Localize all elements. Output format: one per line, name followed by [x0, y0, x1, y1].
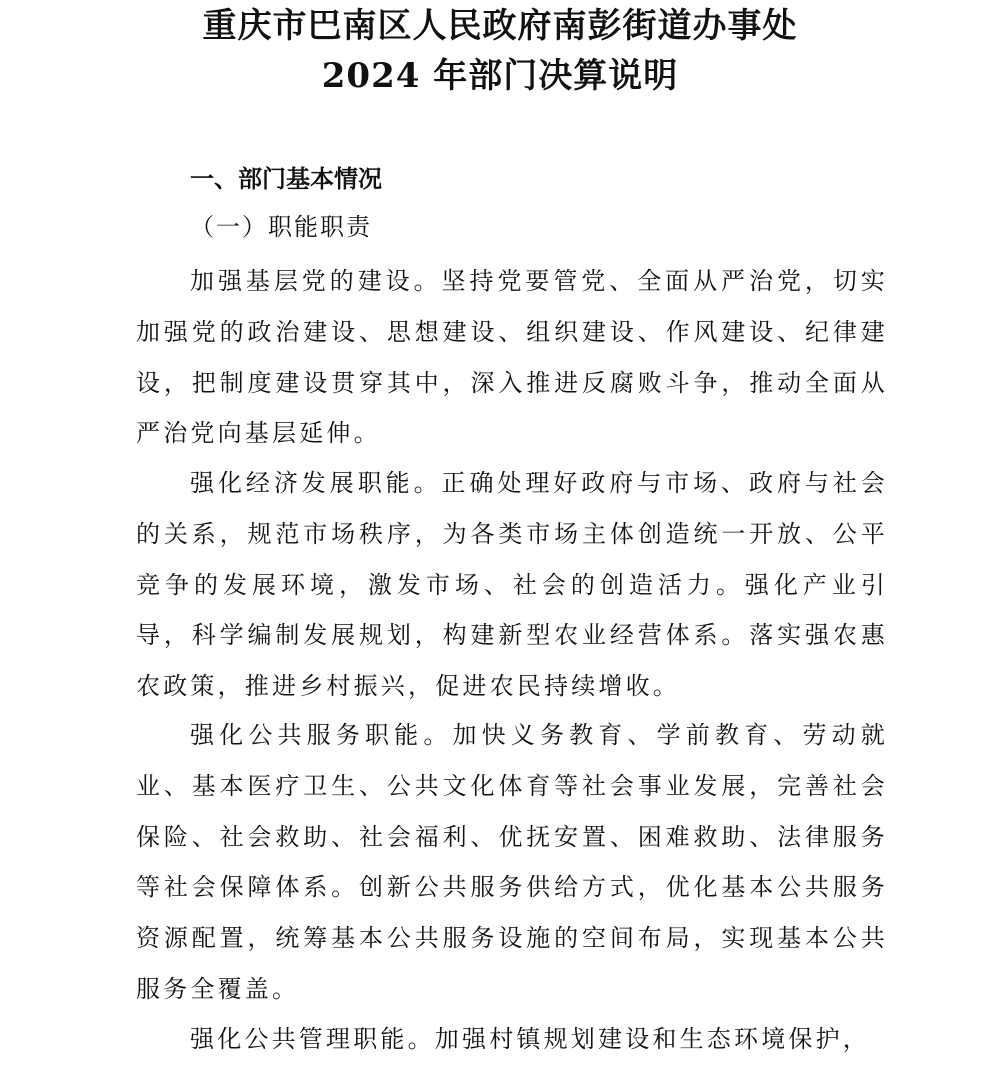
document-title-line1: 重庆市巴南区人民政府南彭街道办事处 — [202, 6, 798, 46]
subsection-heading-functions: （一）职能职责 — [190, 213, 372, 241]
paragraph-public-service: 强化公共服务职能。加快义务教育、学前教育、劳动就业、基本医疗卫生、公共文化体育等社会事业发展，完善社会保险、社会救助、社会福利、优抚安置、困难救助、法律服务等社会保障体系。创新公共服务供给方式，优化基本公共服务资源配置，统筹基本公共服务设施的空间布局，实现基本公共服务全覆盖。 — [136, 721, 888, 1003]
section-heading-basic-info: 一、部门基本情况 — [190, 165, 382, 193]
paragraph-public-management: 强化公共管理职能。加强村镇规划建设和生态环境保护， — [190, 1025, 870, 1053]
document-title-line2: 2024 年部门决算说明 — [321, 56, 679, 96]
paragraph-economic-development: 强化经济发展职能。正确处理好政府与市场、政府与社会的关系，规范市场秩序，为各类市场主体创造统一开放、公平竞争的发展环境，激发市场、社会的创造活力。强化产业引导，科学编制发展规划，构建新型农业经营体系。落实强农惠农政策，推进乡村振兴，促进农民持续增收。 — [136, 469, 888, 701]
paragraph-party-building: 加强基层党的建设。坚持党要管党、全面从严治党，切实加强党的政治建设、思想建设、组织建设、作风建设、纪律建设，把制度建设贯穿其中，深入推进反腐败斗争，推动全面从严治党向基层延伸。 — [136, 267, 888, 448]
